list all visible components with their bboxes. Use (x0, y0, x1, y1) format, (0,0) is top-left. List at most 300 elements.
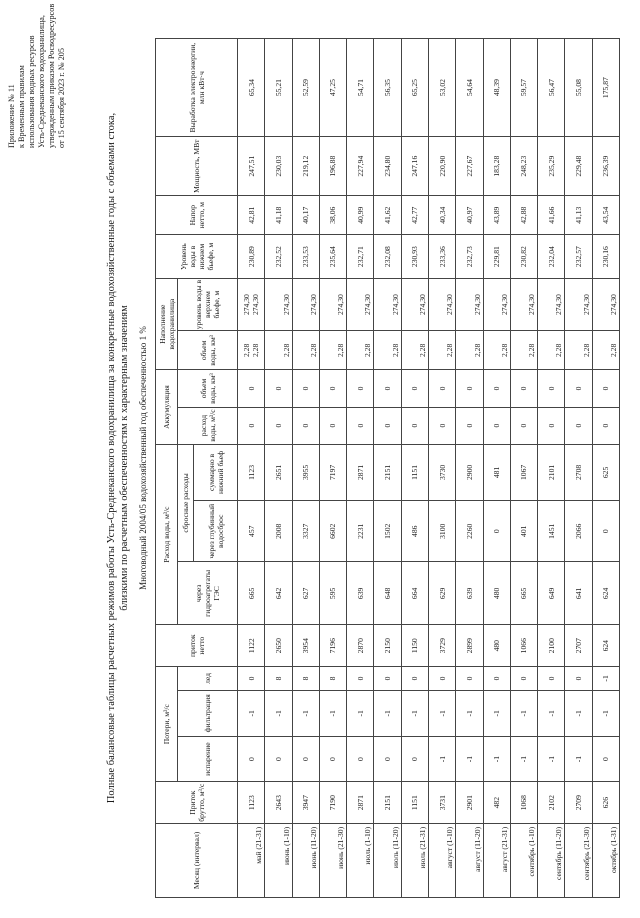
cell-total-downstream: 2708 (565, 444, 592, 501)
cell-power: 183,28 (483, 137, 510, 196)
cell-filtration: -1 (265, 690, 292, 736)
table-row (428, 39, 455, 898)
cell-energy: 175,87 (592, 39, 619, 137)
cell-lower-level: 232,08 (374, 235, 401, 279)
header-line: к Временным правилам (17, 65, 26, 148)
col-fill-volume: объем воды, км³ (178, 331, 238, 370)
cell-upper-level-value: 274,30 (417, 294, 427, 316)
cell-turbines: 648 (374, 562, 401, 625)
cell-evaporation: 0 (347, 736, 374, 782)
cell-ice: 0 (483, 666, 510, 690)
table-row (483, 39, 510, 898)
col-power: Мощность, МВт (156, 137, 238, 196)
header-line: от 15 сентября 2023 г. № 205 (57, 48, 66, 148)
table-row (265, 39, 292, 898)
cell-turbines: 665 (238, 562, 265, 625)
cell-inflow-net: 3729 (428, 625, 455, 666)
cell-filtration: -1 (456, 690, 483, 736)
cell-energy: 65,25 (401, 39, 428, 137)
cell-ice: 0 (401, 666, 428, 690)
title-line: близкими по расчетным обеспеченностям к характерным значениям (119, 305, 130, 611)
cell-deep-spillway: 1502 (374, 501, 401, 562)
cell-inflow-net: 624 (592, 625, 619, 666)
cell-upper-level-value: 274,30 (336, 294, 346, 316)
cell-upper-level-value: 274,30 (251, 294, 261, 316)
cell-inflow-net: 480 (483, 625, 510, 666)
cell-month: август (1-10) (428, 823, 455, 897)
cell-filtration: -1 (401, 690, 428, 736)
cell-power: 227,67 (456, 137, 483, 196)
cell-accum-volume: 0 (592, 370, 619, 407)
cell-head: 40,97 (456, 196, 483, 235)
cell-energy: 55,21 (265, 39, 292, 137)
title-line: Полные балансовые таблицы расчетных режимов работы Усть-Среднеканского водохранилища за конкретные водохозяйственные годы с объемами стока, (106, 112, 117, 804)
cell-evaporation: -1 (456, 736, 483, 782)
cell-accum-flow: 0 (347, 407, 374, 444)
cell-ice: 0 (374, 666, 401, 690)
cell-ice: 0 (510, 666, 537, 690)
cell-head: 43,54 (592, 196, 619, 235)
header-line: использования водных ресурсов (27, 35, 36, 148)
cell-total-downstream: 1123 (238, 444, 265, 501)
cell-upper-level-value: 274,30 (527, 294, 537, 316)
cell-inflow-gross: 1068 (510, 782, 537, 823)
cell-upper-level (510, 278, 537, 330)
table-row (238, 39, 265, 898)
cell-month: сентябрь (1-10) (510, 823, 537, 897)
cell-turbines: 639 (347, 562, 374, 625)
cell-total-downstream: 2651 (265, 444, 292, 501)
table-row (510, 39, 537, 898)
cell-upper-level-value: 274,30 (554, 294, 564, 316)
document-subtitle: Многоводный 2004/05 водохозяйственный год обеспеченностью 1 % (138, 326, 148, 590)
cell-energy: 56,35 (374, 39, 401, 137)
cell-power: 220,90 (428, 137, 455, 196)
cell-upper-level (456, 278, 483, 330)
table-row (538, 39, 565, 898)
cell-month: июль (21-31) (401, 823, 428, 897)
cell-accum-flow: 0 (592, 407, 619, 444)
cell-power: 247,16 (401, 137, 428, 196)
cell-accum-volume: 0 (401, 370, 428, 407)
col-accum-volume: объем воды, км³ (178, 370, 238, 407)
cell-accum-volume: 0 (238, 370, 265, 407)
cell-power: 229,48 (565, 137, 592, 196)
col-through-turbines: через гидроагрегаты ГЭС (178, 562, 238, 625)
cell-turbines: 641 (565, 562, 592, 625)
col-accumulation: Аккумуляция (156, 370, 178, 444)
cell-inflow-net: 1066 (510, 625, 537, 666)
col-losses: Потери, м³/с (156, 666, 178, 782)
cell-upper-level-value: 274,30 (363, 294, 373, 316)
cell-total-downstream: 1067 (510, 444, 537, 501)
cell-energy: 48,39 (483, 39, 510, 137)
cell-inflow-gross: 1123 (238, 782, 265, 823)
cell-accum-flow: 0 (510, 407, 537, 444)
cell-evaporation: 0 (401, 736, 428, 782)
cell-deep-spillway: 3100 (428, 501, 455, 562)
cell-ice: 8 (265, 666, 292, 690)
appendix-header (7, 3, 67, 148)
cell-accum-volume: 0 (319, 370, 346, 407)
cell-month: июнь (11-20) (292, 823, 319, 897)
cell-head: 41,66 (538, 196, 565, 235)
cell-total-downstream: 3730 (428, 444, 455, 501)
cell-inflow-net: 7196 (319, 625, 346, 666)
cell-filtration: -1 (292, 690, 319, 736)
cell-deep-spillway: 6602 (319, 501, 346, 562)
col-accum-flow: расход воды, м³/с (178, 407, 238, 444)
cell-upper-level-value: 274,30 (472, 294, 482, 316)
cell-power: 248,23 (510, 137, 537, 196)
cell-fill-volume-value: 2,28 (445, 343, 455, 358)
cell-ice: 0 (538, 666, 565, 690)
cell-accum-volume: 0 (538, 370, 565, 407)
col-inflow-gross: Приток брутто, м³/с (156, 782, 238, 823)
cell-upper-level-value: 274,30 (609, 294, 618, 316)
cell-total-downstream: 2151 (374, 444, 401, 501)
cell-fill-volume (565, 331, 592, 370)
cell-accum-volume: 0 (510, 370, 537, 407)
col-spill-group: сбросные расходы (178, 444, 194, 562)
cell-turbines: 629 (428, 562, 455, 625)
cell-inflow-gross: 3947 (292, 782, 319, 823)
cell-fill-volume-value: 2,28 (527, 343, 537, 358)
cell-deep-spillway: 1451 (538, 501, 565, 562)
cell-filtration: -1 (374, 690, 401, 736)
table-row (401, 39, 428, 898)
cell-inflow-gross: 482 (483, 782, 510, 823)
col-energy: Выработка электроэнергии, млн кВт·ч (156, 39, 238, 137)
cell-fill-volume-value: 2,28 (363, 343, 373, 358)
cell-accum-flow: 0 (374, 407, 401, 444)
cell-fill-volume-value: 2,28 (251, 343, 261, 358)
cell-fill-volume-value: 2,28 (581, 343, 591, 358)
cell-turbines: 624 (592, 562, 619, 625)
cell-turbines: 665 (510, 562, 537, 625)
cell-inflow-gross: 2709 (565, 782, 592, 823)
cell-accum-flow: 0 (565, 407, 592, 444)
cell-deep-spillway: 2008 (265, 501, 292, 562)
cell-month: август (21-31) (483, 823, 510, 897)
cell-inflow-gross: 626 (592, 782, 619, 823)
cell-turbines: 664 (401, 562, 428, 625)
cell-ice: 0 (347, 666, 374, 690)
cell-fill-volume (374, 331, 401, 370)
table-row (347, 39, 374, 898)
col-inflow-net: приток нетто (156, 625, 238, 666)
cell-inflow-gross: 2102 (538, 782, 565, 823)
cell-inflow-net: 2100 (538, 625, 565, 666)
col-ice: лед (178, 666, 238, 690)
cell-lower-level: 232,57 (565, 235, 592, 279)
cell-month: август (11-20) (456, 823, 483, 897)
cell-accum-flow: 0 (538, 407, 565, 444)
cell-turbines: 627 (292, 562, 319, 625)
cell-upper-level (401, 278, 428, 330)
cell-filtration: -1 (483, 690, 510, 736)
cell-deep-spillway: 401 (510, 501, 537, 562)
cell-fill-volume (319, 331, 346, 370)
col-head: Напор нетто, м (156, 196, 238, 235)
cell-inflow-gross: 1151 (401, 782, 428, 823)
col-upper-level: уровень воды в верхнем бьефе, м (178, 278, 238, 330)
table-row (374, 39, 401, 898)
cell-fill-volume (483, 331, 510, 370)
table-row (456, 39, 483, 898)
cell-lower-level: 232,71 (347, 235, 374, 279)
cell-energy: 47,25 (319, 39, 346, 137)
cell-upper-level (319, 278, 346, 330)
cell-evaporation: 0 (292, 736, 319, 782)
cell-total-downstream: 7197 (319, 444, 346, 501)
cell-power: 234,80 (374, 137, 401, 196)
cell-fill-volume-value: 2,28 (609, 343, 618, 358)
cell-fill-volume (592, 331, 619, 370)
cell-total-downstream: 481 (483, 444, 510, 501)
cell-turbines: 595 (319, 562, 346, 625)
cell-fill-volume (238, 331, 265, 370)
cell-upper-level-value: 274,30 (581, 294, 591, 316)
cell-upper-level (592, 278, 619, 330)
cell-lower-level: 232,73 (456, 235, 483, 279)
table-row (565, 39, 592, 898)
cell-total-downstream: 1151 (401, 444, 428, 501)
cell-deep-spillway: 457 (238, 501, 265, 562)
cell-energy: 54,64 (456, 39, 483, 137)
cell-upper-level (347, 278, 374, 330)
cell-fill-volume-value: 2,28 (308, 343, 318, 358)
cell-upper-level (565, 278, 592, 330)
cell-power: 196,88 (319, 137, 346, 196)
cell-head: 41,13 (565, 196, 592, 235)
cell-lower-level: 232,04 (538, 235, 565, 279)
cell-accum-flow: 0 (401, 407, 428, 444)
cell-ice: 0 (428, 666, 455, 690)
cell-power: 247,51 (238, 137, 265, 196)
cell-evaporation: -1 (510, 736, 537, 782)
col-filtration: фильтрация (178, 690, 238, 736)
cell-upper-level (265, 278, 292, 330)
cell-inflow-net: 2870 (347, 625, 374, 666)
cell-deep-spillway: 0 (483, 501, 510, 562)
cell-fill-volume (428, 331, 455, 370)
cell-fill-volume-value: 2,28 (281, 343, 291, 358)
cell-fill-volume (401, 331, 428, 370)
cell-evaporation: 0 (265, 736, 292, 782)
cell-fill-volume (538, 331, 565, 370)
cell-energy: 59,57 (510, 39, 537, 137)
cell-inflow-net: 2707 (565, 625, 592, 666)
cell-month: июнь (1-10) (265, 823, 292, 897)
document-title (105, 58, 131, 858)
cell-upper-level (538, 278, 565, 330)
cell-accum-volume: 0 (456, 370, 483, 407)
cell-head: 42,81 (238, 196, 265, 235)
col-month: Месяц (интервал) (156, 823, 238, 897)
cell-month: май (21-31) (238, 823, 265, 897)
cell-head: 40,34 (428, 196, 455, 235)
cell-filtration: -1 (538, 690, 565, 736)
cell-lower-level: 230,82 (510, 235, 537, 279)
table-row (319, 39, 346, 898)
cell-upper-level-value: 274,30 (281, 294, 291, 316)
start-cell-fill-volume: 2,28 (242, 343, 252, 358)
cell-evaporation: -1 (538, 736, 565, 782)
cell-ice: -1 (592, 666, 619, 690)
cell-power: 235,29 (538, 137, 565, 196)
cell-month: июль (1-10) (347, 823, 374, 897)
cell-ice: 8 (319, 666, 346, 690)
cell-evaporation: 0 (374, 736, 401, 782)
cell-lower-level: 232,52 (265, 235, 292, 279)
cell-power: 219,12 (292, 137, 319, 196)
cell-inflow-gross: 3731 (428, 782, 455, 823)
cell-fill-volume-value: 2,28 (554, 343, 564, 358)
cell-fill-volume-value: 2,28 (336, 343, 346, 358)
cell-filtration: -1 (428, 690, 455, 736)
cell-inflow-net: 1150 (401, 625, 428, 666)
cell-accum-flow: 0 (483, 407, 510, 444)
cell-inflow-gross: 2643 (265, 782, 292, 823)
cell-fill-volume (510, 331, 537, 370)
cell-filtration: -1 (319, 690, 346, 736)
cell-fill-volume-value: 2,28 (390, 343, 400, 358)
cell-deep-spillway: 486 (401, 501, 428, 562)
balance-table (155, 38, 620, 898)
cell-power: 227,94 (347, 137, 374, 196)
header-line: Усть-Среднеканского водохранилища, (37, 15, 46, 148)
cell-upper-level-value: 274,30 (445, 294, 455, 316)
cell-fill-volume-value: 2,28 (472, 343, 482, 358)
cell-upper-level (483, 278, 510, 330)
cell-accum-volume: 0 (565, 370, 592, 407)
cell-accum-flow: 0 (238, 407, 265, 444)
cell-evaporation: 0 (592, 736, 619, 782)
cell-month: сентябрь (21-30) (565, 823, 592, 897)
col-filling: Наполнение водохранилища (156, 278, 178, 370)
cell-deep-spillway: 2260 (456, 501, 483, 562)
cell-energy: 54,71 (347, 39, 374, 137)
cell-evaporation: -1 (483, 736, 510, 782)
cell-head: 41,62 (374, 196, 401, 235)
cell-accum-flow: 0 (456, 407, 483, 444)
cell-head: 42,88 (510, 196, 537, 235)
header-line: Приложение № 11 (7, 84, 16, 148)
cell-accum-volume: 0 (265, 370, 292, 407)
cell-inflow-gross: 2151 (374, 782, 401, 823)
cell-lower-level: 230,16 (592, 235, 619, 279)
cell-deep-spillway: 0 (592, 501, 619, 562)
cell-fill-volume (292, 331, 319, 370)
col-deep-spillway: через глубинный водосброс (194, 501, 238, 562)
start-cell-upper-level: 274,30 (242, 294, 252, 316)
cell-filtration: -1 (510, 690, 537, 736)
cell-total-downstream: 3955 (292, 444, 319, 501)
cell-lower-level: 230,89 (238, 235, 265, 279)
cell-filtration: -1 (238, 690, 265, 736)
cell-month: июль (11-20) (374, 823, 401, 897)
cell-lower-level: 229,81 (483, 235, 510, 279)
cell-lower-level: 233,53 (292, 235, 319, 279)
cell-deep-spillway: 2066 (565, 501, 592, 562)
cell-evaporation: -1 (428, 736, 455, 782)
cell-turbines: 639 (456, 562, 483, 625)
cell-accum-volume: 0 (428, 370, 455, 407)
table-row (592, 39, 619, 898)
cell-total-downstream: 2871 (347, 444, 374, 501)
cell-filtration: -1 (592, 690, 619, 736)
col-discharge: Расход воды, м³/с (156, 444, 178, 625)
cell-inflow-gross: 7190 (319, 782, 346, 823)
col-total-downstream: суммарно в нижний бьеф (194, 444, 238, 501)
cell-energy: 52,59 (292, 39, 319, 137)
cell-month: сентябрь (11-20) (538, 823, 565, 897)
cell-fill-volume (456, 331, 483, 370)
cell-accum-volume: 0 (374, 370, 401, 407)
cell-power: 230,03 (265, 137, 292, 196)
cell-energy: 55,08 (565, 39, 592, 137)
cell-upper-level-value: 274,30 (390, 294, 400, 316)
cell-fill-volume-value: 2,28 (417, 343, 427, 358)
cell-lower-level: 230,93 (401, 235, 428, 279)
cell-month: октябрь (1-31) (592, 823, 619, 897)
cell-inflow-gross: 2901 (456, 782, 483, 823)
cell-deep-spillway: 3327 (292, 501, 319, 562)
cell-ice: 0 (456, 666, 483, 690)
cell-inflow-net: 3954 (292, 625, 319, 666)
cell-turbines: 649 (538, 562, 565, 625)
cell-fill-volume-value: 2,28 (499, 343, 509, 358)
cell-month: июнь (21-30) (319, 823, 346, 897)
cell-turbines: 480 (483, 562, 510, 625)
cell-upper-level-value: 274,30 (308, 294, 318, 316)
cell-ice: 0 (565, 666, 592, 690)
cell-upper-level (428, 278, 455, 330)
cell-energy: 53,02 (428, 39, 455, 137)
cell-filtration: -1 (347, 690, 374, 736)
cell-ice: 0 (238, 666, 265, 690)
cell-upper-level (292, 278, 319, 330)
cell-inflow-net: 2150 (374, 625, 401, 666)
cell-fill-volume (265, 331, 292, 370)
cell-accum-flow: 0 (292, 407, 319, 444)
cell-accum-flow: 0 (428, 407, 455, 444)
cell-accum-volume: 0 (347, 370, 374, 407)
cell-accum-flow: 0 (319, 407, 346, 444)
cell-inflow-gross: 2871 (347, 782, 374, 823)
cell-head: 38,06 (319, 196, 346, 235)
cell-total-downstream: 625 (592, 444, 619, 501)
cell-total-downstream: 2900 (456, 444, 483, 501)
cell-ice: 8 (292, 666, 319, 690)
cell-evaporation: -1 (565, 736, 592, 782)
cell-power: 236,39 (592, 137, 619, 196)
cell-head: 40,99 (347, 196, 374, 235)
cell-upper-level-value: 274,30 (499, 294, 509, 316)
cell-inflow-net: 2650 (265, 625, 292, 666)
cell-evaporation: 0 (238, 736, 265, 782)
col-evaporation: испарение (178, 736, 238, 782)
cell-energy: 65,34 (238, 39, 265, 137)
cell-lower-level: 233,36 (428, 235, 455, 279)
col-lower-level: Уровень воды в нижнем бьефе, м (156, 235, 238, 279)
cell-fill-volume (347, 331, 374, 370)
cell-upper-level (374, 278, 401, 330)
cell-evaporation: 0 (319, 736, 346, 782)
cell-head: 43,89 (483, 196, 510, 235)
cell-lower-level: 235,64 (319, 235, 346, 279)
